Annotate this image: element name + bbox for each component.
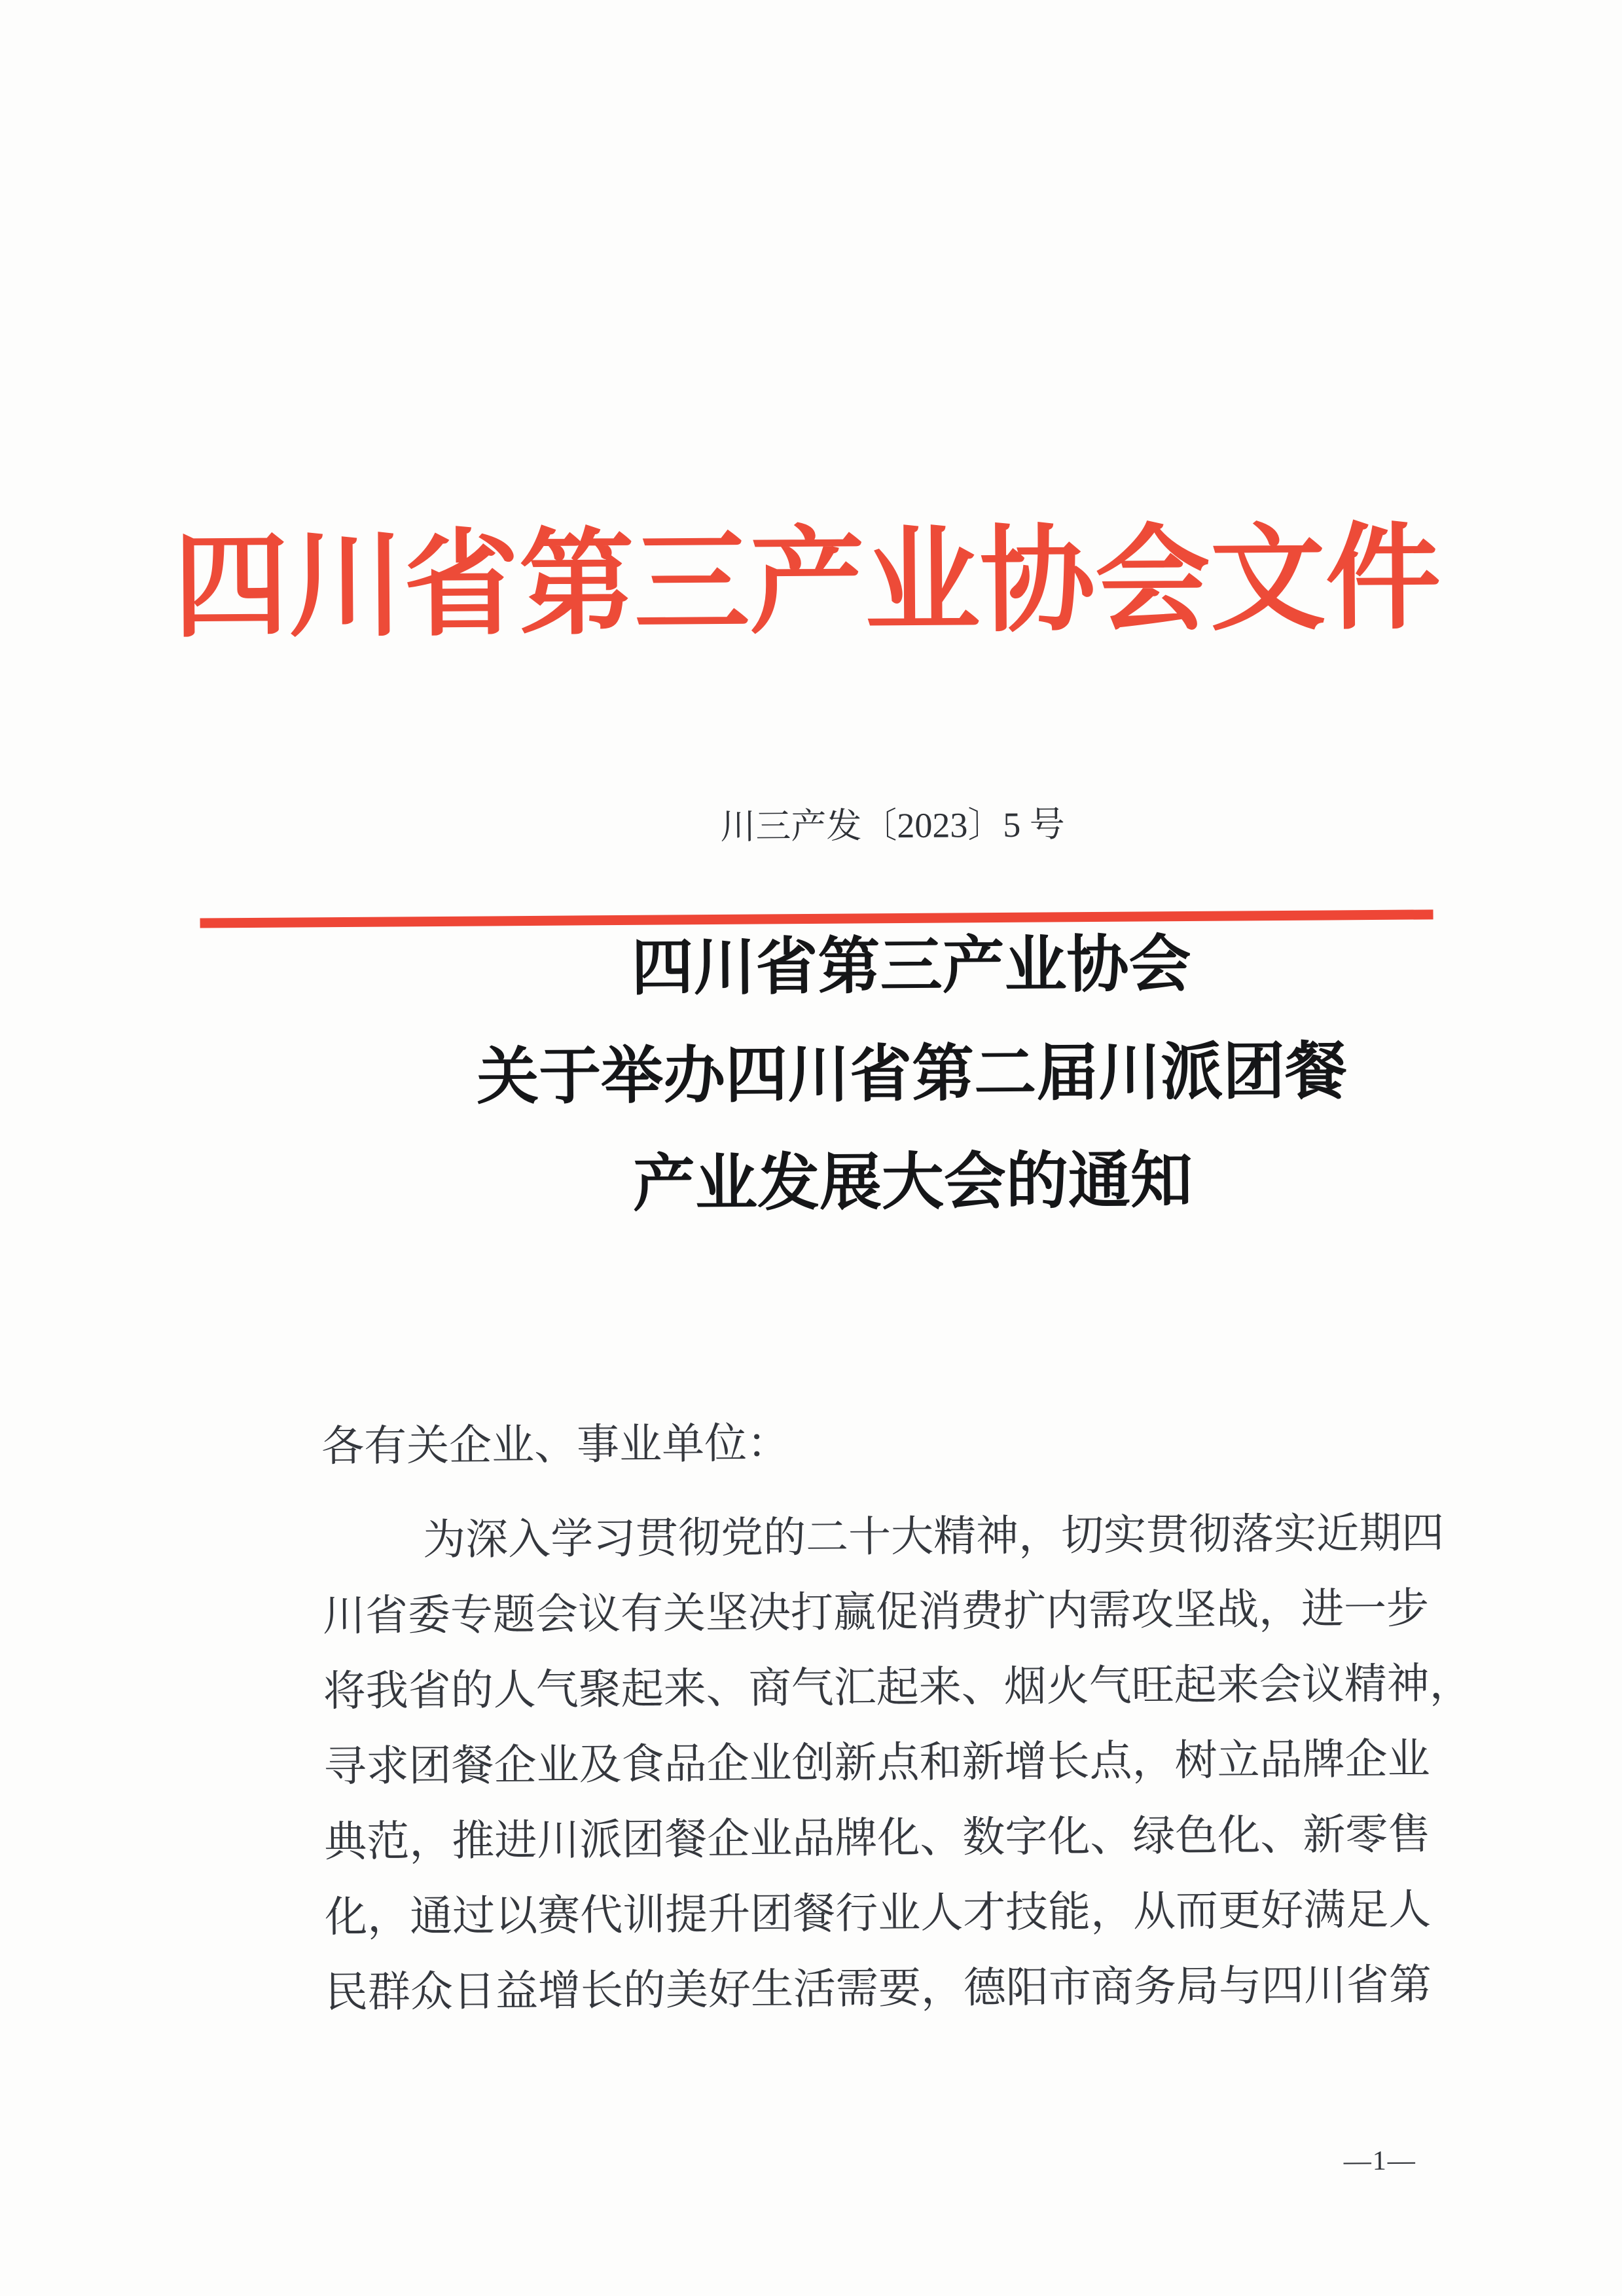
body-line: 化，通过以赛代训提升团餐行业人才技能，从而更好满足人 <box>324 1886 1432 1942</box>
body-line: 将我省的人气聚起来、商气汇起来、烟火气旺起来会议精神， <box>323 1660 1473 1716</box>
title-line-1: 四川省第三产业协会 <box>631 929 1191 1003</box>
title-line-2: 关于举办四川省第二届川派团餐 <box>476 1036 1348 1112</box>
body-line: 为深入学习贯彻党的二十大精神，切实贯彻落实近期四 <box>422 1510 1445 1565</box>
salutation: 各有关企业、事业单位： <box>321 1420 790 1471</box>
page-number: —1— <box>1343 2145 1416 2177</box>
body-line: 川省委专题会议有关坚决打赢促消费扩内需攻坚战，进一步 <box>322 1585 1430 1641</box>
body-line: 典范，推进川派团餐企业品牌化、数字化、绿色化、新零售 <box>324 1811 1431 1867</box>
masthead-title: 四川省第三产业协会文件 <box>173 515 1441 652</box>
document-title <box>100 907 1622 1242</box>
body-line: 寻求团餐企业及食品企业创新点和新增长点，树立品牌企业 <box>323 1736 1430 1791</box>
body-line: 民群众日益增长的美好生活需要，德阳市商务局与四川省第 <box>325 1961 1432 2017</box>
title-line-3: 产业发展大会的通知 <box>632 1145 1193 1219</box>
document-number: 川三产发〔2023〕5 号 <box>720 805 1066 847</box>
body-paragraph <box>322 1496 1475 2031</box>
